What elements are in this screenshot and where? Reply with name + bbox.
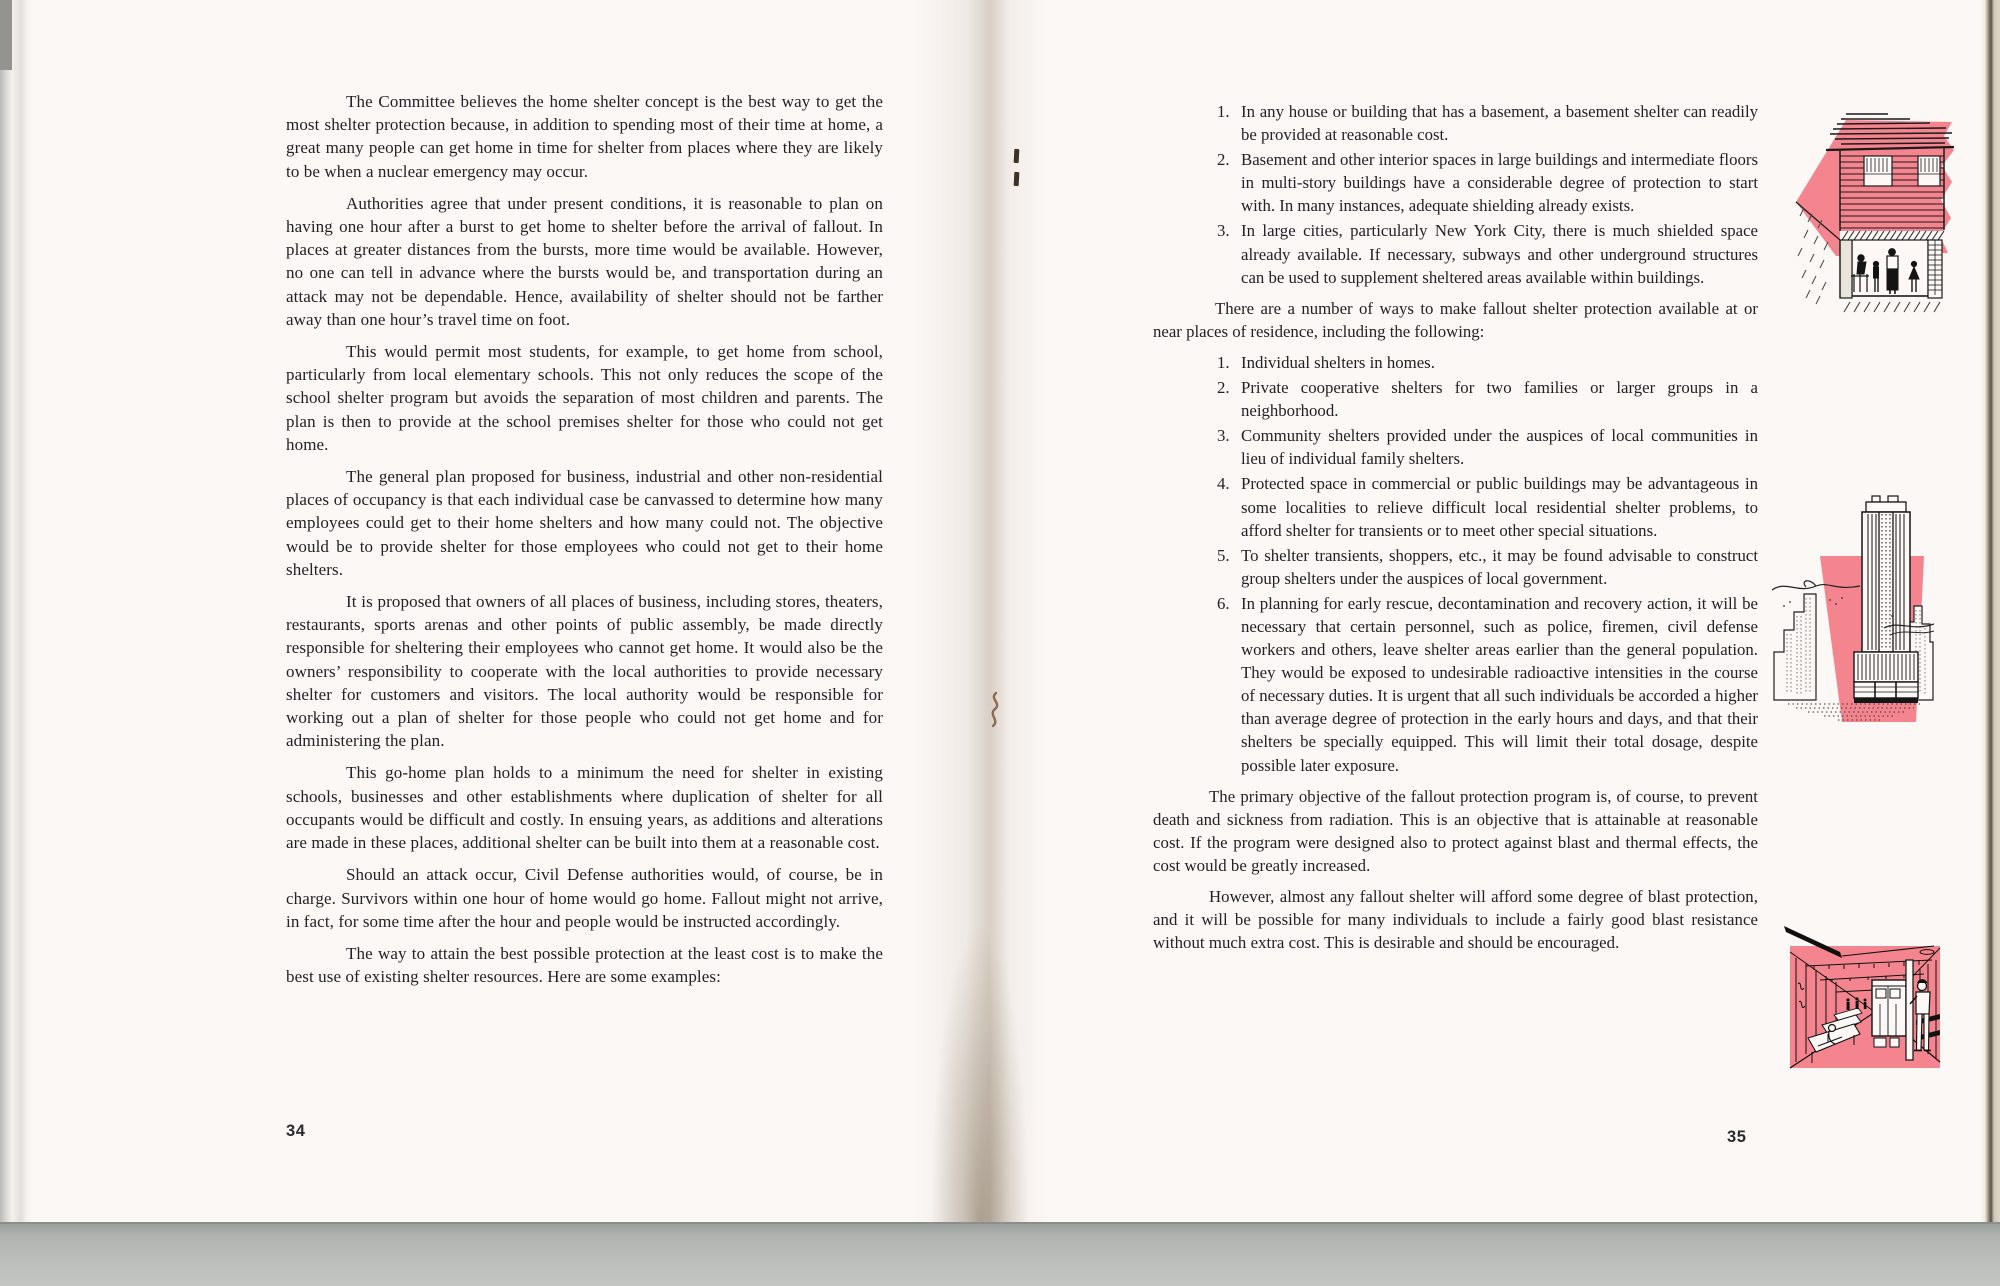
list-item-number: 6. [1217,593,1230,613]
list-item [1153,592,1758,777]
paragraph: Should an attack occur, Civil Defense authorities would, of course, be in charge. Survivors within one hour of home would go home. Fallout might not arrive, in fact, for some time after the hour and people would be instructed accordingly. [286,865,883,931]
staple-marks [1014,149,1019,195]
list-item-number: 5. [1217,545,1230,565]
paragraph: The way to attain the best possible protection at the least cost is to make the best use of existing shelter resources. Here are some examples: [286,943,883,987]
left-page-text [286,90,883,997]
paragraph: This go-home plan holds to a minimum the need for shelter in existing schools, businesses and other establishments where duplication of shelter for all occupants would be difficult and costly. In ensuing years, as additions and alterations are made in these places, additional shelter can be built into them at a reasonable cost. [286,763,883,853]
gutter-shadow [912,0,1048,1222]
list-item-text: Basement and other interior spaces in large buildings and intermediate floors in multi-story buildings have a considerable degree of protection to start with. In many instances, adequate shielding already exists. [1241,150,1758,216]
paragraph: However, almost any fallout shelter will afford some degree of blast protection, and it will be possible for many individuals to include a fairly good blast resistance without much extra cost. This is desirable and should be encouraged. [1153,887,1758,953]
list-item-text: Community shelters provided under the auspices of local communities in lieu of individual family shelters. [1241,426,1758,469]
house-basement-shelter-illustration [1788,90,1960,318]
paragraph: The primary objective of the fallout protection program is, of course, to prevent death and sickness from radiation. This is an objective that is attainable at reasonable cost. If the program were designed also to protect against blast and thermal effects, the cost would be greatly increased. [1153,786,1758,875]
intro-paragraph: There are a number of ways to make fallout shelter protection available at or near places of residence, including the following: [1153,298,1758,341]
list-item-number: 1. [1217,352,1230,372]
list-item [1153,148,1758,217]
list-item [1153,219,1758,288]
list-item-number: 3. [1217,221,1230,241]
list-item-number: 3. [1217,426,1230,446]
page-number-34: 34 [286,1122,306,1140]
list-item-text: In any house or building that has a basement, a basement shelter can readily be provided at reasonable cost. [1241,102,1758,145]
list-item-number: 4. [1217,474,1230,494]
binding-thread-mark [986,690,1006,730]
scanner-background [0,1222,2000,1286]
list-item-text: To shelter transients, shoppers, etc., it may be found advisable to construct group shelters under the auspices of local government. [1241,545,1758,588]
list-item [1153,472,1758,541]
list-item-number: 1. [1217,102,1230,121]
list-item [1153,351,1758,374]
right-page-text [1153,100,1758,954]
list-item-number: 2. [1217,378,1230,398]
paragraph: The Committee believes the home shelter concept is the best way to get the most shelter protection because, in addition to spending most of their time at home, a great many people can get home in time for shelter from places where they are likely to be when a nuclear emergency may occur. [286,92,883,181]
city-skyscraper-illustration [1772,494,1934,726]
list-item [1153,424,1758,470]
paragraph: The general plan proposed for business, industrial and other non-residential places of occupancy is that each individual case be canvassed to determine how many employees could get to their home shelters and how many could not. The objective would be to provide shelter for those employees who could not get to their home shelters. [286,467,883,579]
list-item [1153,100,1758,146]
paragraph: Authorities agree that under present conditions, it is reasonable to plan on having one hour after a burst to get home to shelter before the arrival of fallout. In places at greater distances from the bursts, more time would be available. However, no one can tell in advance where the bursts would be, and transportation during an attack may not be dependable. Hence, availability of shelter should not be farther away than one hour’s travel time on foot. [286,193,883,329]
list-item [1153,376,1758,422]
subway-shelter-illustration [1784,922,1954,1112]
list-item-text: Private cooperative shelters for two families or larger groups in a neighborhood. [1241,378,1758,421]
staple-icon [1014,149,1020,163]
list-item-text: Individual shelters in homes. [1241,352,1435,372]
staple-icon [1014,172,1020,186]
list-item-text: Protected space in commercial or public buildings may be advantageous in some localities to relieve difficult local residential shelter problems, to afford shelter for transients or to meet other special situations. [1241,474,1758,540]
list-item [1153,544,1758,590]
examples-list [1153,100,1758,289]
list-item-number: 2. [1217,150,1230,170]
list-item-text: In large cities, particularly New York City, there is much shielded space already available. If necessary, subways and other underground structures can be used to supplement sheltered areas available within buildings. [1241,221,1758,287]
paragraph: It is proposed that owners of all places of business, including stores, theaters, restaurants, sports arenas and other points of public assembly, be made directly responsible for sheltering their employees who cannot get home. It would also be the owners’ responsibility to cooperate with the local authorities to provide necessary shelter for customers and visitors. The local authority would be responsible for working out a plan of shelter for those people who could not get home and for administering the plan. [286,592,883,751]
paragraph: This would permit most students, for example, to get home from school, particularly from local elementary schools. This not only reduces the scope of the school shelter program but avoids the separation of most children and parents. The plan is then to provide at the school premises shelter for those who could not get home. [286,342,883,454]
page-edge-right [1980,0,2000,1222]
page-edge-left [0,0,34,1222]
list-item-text: In planning for early rescue, decontamination and recovery action, it will be necessary that certain personnel, such as police, firemen, civil defense workers and others, leave shelter areas earlier than the general population. They would be exposed to undesirable radioactive intensities in the course of necessary duties. It is urgent that all such individuals be accorded a higher than average degree of protection in the early hours and days, and that their shelters be specially equipped. This will limit their total dosage, despite possible later exposure. [1241,593,1758,775]
closing-paragraphs [1153,785,1758,955]
shelter-ways-list [1153,351,1758,777]
page-number-35: 35 [1727,1128,1747,1146]
